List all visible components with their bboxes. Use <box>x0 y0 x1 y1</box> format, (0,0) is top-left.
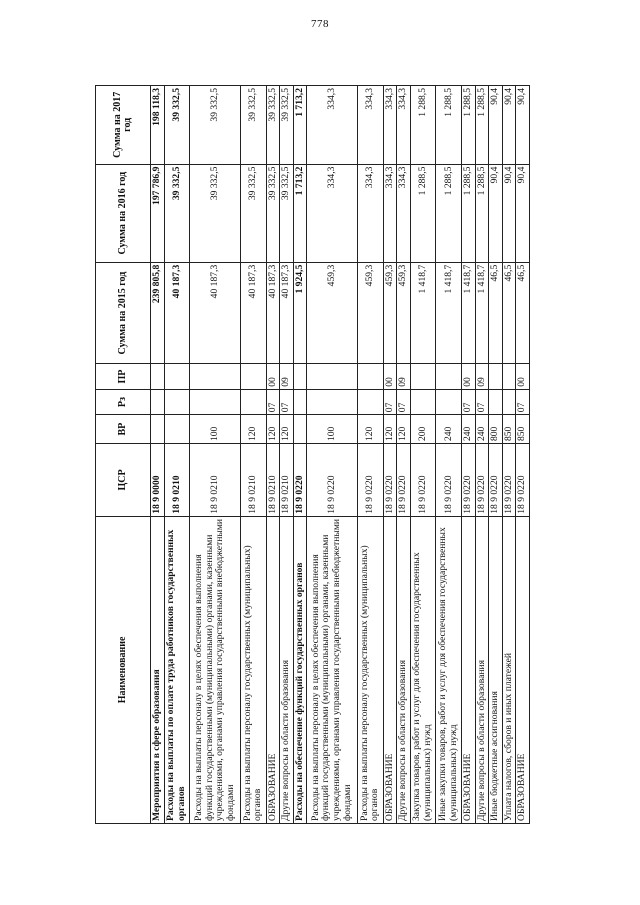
row-csr: 18 9 0220 <box>475 444 489 517</box>
row-rz: 07 <box>462 389 476 414</box>
page-number: 778 <box>311 18 329 30</box>
header-name: Наименование <box>96 516 151 823</box>
row-sum-2015: 40 187,3 <box>266 262 280 364</box>
row-sum-2016: 334,3 <box>307 164 358 262</box>
row-name: Иные закупки товаров, работ и услуг для обеспечения государственных (муниципальных) нужд <box>436 516 462 823</box>
header-vr: ВР <box>96 415 151 444</box>
row-name: Расходы на выплаты по оплате труда работников государственных органов <box>164 516 190 823</box>
row-sum-2017: 198 118,3 <box>151 86 165 165</box>
row-name: ОБРАЗОВАНИЕ <box>462 516 476 823</box>
row-sum-2016: 39 332,5 <box>266 164 280 262</box>
row-vr: 100 <box>307 415 358 444</box>
row-vr: 240 <box>436 415 462 444</box>
row-pr <box>190 364 241 389</box>
row-vr: 240 <box>475 415 489 444</box>
row-pr <box>489 364 503 389</box>
row-sum-2017: 39 332,5 <box>280 86 294 165</box>
row-rz <box>307 389 358 414</box>
row-name: ОБРАЗОВАНИЕ <box>383 516 397 823</box>
table-row <box>240 86 266 824</box>
row-name: Расходы на выплаты персоналу в целях обеспечения выполнения функций государственными (муниципальными) органами, казенными учреждениями, органами управления государственными внебюджетными фондами <box>190 516 241 823</box>
table-row <box>489 86 503 824</box>
table-row <box>151 86 165 824</box>
row-csr: 18 9 0220 <box>489 444 503 517</box>
row-csr: 18 9 0210 <box>240 444 266 517</box>
row-vr: 850 <box>502 415 516 444</box>
row-rz: 07 <box>475 389 489 414</box>
row-sum-2016: 197 786,9 <box>151 164 165 262</box>
row-sum-2016: 1 288,5 <box>410 164 436 262</box>
row-sum-2017: 334,3 <box>383 86 397 165</box>
row-name: Расходы на выплаты персоналу государственных (муниципальных) органов <box>357 516 383 823</box>
row-sum-2016: 1 288,5 <box>475 164 489 262</box>
row-sum-2015: 239 805,8 <box>151 262 165 364</box>
row-name: Уплата налогов, сборов и иных платежей <box>502 516 516 823</box>
table-row <box>516 86 530 824</box>
row-pr: 00 <box>266 364 280 389</box>
table-row <box>357 86 383 824</box>
row-sum-2015: 46,5 <box>502 262 516 364</box>
row-rz <box>357 389 383 414</box>
row-pr <box>307 364 358 389</box>
header-rz: Рз <box>96 389 151 414</box>
row-rz: 07 <box>280 389 294 414</box>
row-csr: 18 9 0220 <box>357 444 383 517</box>
row-csr: 18 9 0210 <box>280 444 294 517</box>
row-pr: 09 <box>280 364 294 389</box>
row-pr <box>151 364 165 389</box>
row-name: Мероприятия в сфере образования <box>151 516 165 823</box>
row-pr <box>240 364 266 389</box>
row-sum-2015: 1 418,7 <box>410 262 436 364</box>
budget-table-rotated <box>95 85 530 824</box>
header-sum-2015: Сумма на 2015 год <box>96 262 151 364</box>
row-sum-2016: 90,4 <box>516 164 530 262</box>
row-pr: 09 <box>475 364 489 389</box>
row-sum-2017: 1 713,2 <box>293 86 307 165</box>
row-pr <box>164 364 190 389</box>
header-csr: ЦСР <box>96 444 151 517</box>
table-header-row <box>96 86 151 824</box>
row-sum-2017: 334,3 <box>307 86 358 165</box>
row-sum-2017: 90,4 <box>489 86 503 165</box>
row-csr: 18 9 0220 <box>410 444 436 517</box>
row-sum-2017: 90,4 <box>502 86 516 165</box>
row-vr <box>151 415 165 444</box>
row-sum-2017: 1 288,5 <box>410 86 436 165</box>
row-rz <box>410 389 436 414</box>
row-vr: 120 <box>397 415 411 444</box>
row-sum-2015: 40 187,3 <box>190 262 241 364</box>
row-vr <box>164 415 190 444</box>
row-csr: 18 9 0000 <box>151 444 165 517</box>
row-sum-2015: 459,3 <box>383 262 397 364</box>
row-pr <box>293 364 307 389</box>
table-row <box>190 86 241 824</box>
row-sum-2016: 39 332,5 <box>190 164 241 262</box>
row-sum-2016: 334,3 <box>357 164 383 262</box>
row-name: Другие вопросы в области образования <box>475 516 489 823</box>
row-name: Другие вопросы в области образования <box>397 516 411 823</box>
row-sum-2015: 46,5 <box>516 262 530 364</box>
row-pr: 00 <box>516 364 530 389</box>
row-sum-2017: 1 288,5 <box>475 86 489 165</box>
budget-table <box>95 85 530 824</box>
row-vr: 200 <box>410 415 436 444</box>
row-sum-2016: 39 332,5 <box>280 164 294 262</box>
table-row <box>502 86 516 824</box>
row-sum-2016: 90,4 <box>489 164 503 262</box>
row-sum-2017: 90,4 <box>516 86 530 165</box>
header-sum-2017: Сумма на 2017 год <box>96 86 151 165</box>
row-csr: 18 9 0220 <box>436 444 462 517</box>
row-rz <box>240 389 266 414</box>
row-sum-2016: 1 713,2 <box>293 164 307 262</box>
row-csr: 18 9 0220 <box>383 444 397 517</box>
row-sum-2015: 1 418,7 <box>436 262 462 364</box>
row-vr: 120 <box>266 415 280 444</box>
table-row <box>397 86 411 824</box>
row-csr: 18 9 0220 <box>462 444 476 517</box>
table-row <box>383 86 397 824</box>
row-vr: 120 <box>280 415 294 444</box>
row-sum-2016: 1 288,5 <box>436 164 462 262</box>
row-sum-2017: 39 332,5 <box>164 86 190 165</box>
row-rz: 07 <box>516 389 530 414</box>
row-vr: 120 <box>383 415 397 444</box>
row-vr: 850 <box>516 415 530 444</box>
row-pr <box>502 364 516 389</box>
row-vr <box>293 415 307 444</box>
row-rz: 07 <box>397 389 411 414</box>
row-vr: 100 <box>190 415 241 444</box>
table-row <box>475 86 489 824</box>
row-sum-2015: 1 418,7 <box>462 262 476 364</box>
row-rz: 07 <box>266 389 280 414</box>
row-sum-2016: 334,3 <box>383 164 397 262</box>
row-sum-2016: 39 332,5 <box>164 164 190 262</box>
row-csr: 18 9 0210 <box>190 444 241 517</box>
row-name: Расходы на обеспечение функций государственных органов <box>293 516 307 823</box>
row-pr <box>410 364 436 389</box>
row-csr: 18 9 0210 <box>266 444 280 517</box>
row-rz <box>436 389 462 414</box>
row-sum-2015: 459,3 <box>307 262 358 364</box>
row-sum-2015: 40 187,3 <box>164 262 190 364</box>
row-name: ОБРАЗОВАНИЕ <box>266 516 280 823</box>
row-sum-2015: 459,3 <box>357 262 383 364</box>
table-row <box>266 86 280 824</box>
row-sum-2016: 334,3 <box>397 164 411 262</box>
row-sum-2016: 90,4 <box>502 164 516 262</box>
row-csr: 18 9 0220 <box>502 444 516 517</box>
row-sum-2015: 1 924,5 <box>293 262 307 364</box>
table-row <box>293 86 307 824</box>
row-csr: 18 9 0210 <box>164 444 190 517</box>
header-sum-2016: Сумма на 2016 год <box>96 164 151 262</box>
row-csr: 18 9 0220 <box>293 444 307 517</box>
row-name: Другие вопросы в области образования <box>280 516 294 823</box>
table-row <box>164 86 190 824</box>
row-vr: 120 <box>357 415 383 444</box>
header-pr: ПР <box>96 364 151 389</box>
row-sum-2016: 1 288,5 <box>462 164 476 262</box>
row-rz <box>489 389 503 414</box>
row-name: Закупка товаров, работ и услуг для обеспечения государственных (муниципальных) нужд <box>410 516 436 823</box>
row-csr: 18 9 0220 <box>516 444 530 517</box>
row-sum-2015: 1 418,7 <box>475 262 489 364</box>
row-rz <box>502 389 516 414</box>
row-sum-2017: 39 332,5 <box>240 86 266 165</box>
row-csr: 18 9 0220 <box>307 444 358 517</box>
table-body <box>151 86 530 824</box>
row-rz <box>164 389 190 414</box>
row-pr: 09 <box>397 364 411 389</box>
row-rz: 07 <box>383 389 397 414</box>
row-rz <box>151 389 165 414</box>
row-sum-2017: 1 288,5 <box>436 86 462 165</box>
row-name: Иные бюджетные ассигнования <box>489 516 503 823</box>
row-sum-2017: 334,3 <box>357 86 383 165</box>
row-pr <box>357 364 383 389</box>
row-vr: 800 <box>489 415 503 444</box>
table-row <box>307 86 358 824</box>
table-row <box>462 86 476 824</box>
table-row <box>280 86 294 824</box>
row-rz <box>190 389 241 414</box>
row-vr: 120 <box>240 415 266 444</box>
row-csr: 18 9 0220 <box>397 444 411 517</box>
row-pr: 00 <box>462 364 476 389</box>
table-row <box>410 86 436 824</box>
row-sum-2015: 40 187,3 <box>240 262 266 364</box>
row-name: ОБРАЗОВАНИЕ <box>516 516 530 823</box>
row-sum-2017: 39 332,5 <box>266 86 280 165</box>
row-sum-2015: 40 187,3 <box>280 262 294 364</box>
row-pr <box>436 364 462 389</box>
table-row <box>436 86 462 824</box>
row-vr: 240 <box>462 415 476 444</box>
row-sum-2015: 459,3 <box>397 262 411 364</box>
row-rz <box>293 389 307 414</box>
row-sum-2015: 46,5 <box>489 262 503 364</box>
row-name: Расходы на выплаты персоналу государственных (муниципальных) органов <box>240 516 266 823</box>
row-sum-2017: 1 288,5 <box>462 86 476 165</box>
row-sum-2016: 39 332,5 <box>240 164 266 262</box>
row-name: Расходы на выплаты персоналу в целях обеспечения выполнения функций государственными (муниципальными) органами, казенными учреждениями, органами управления государственными внебюджетными фондами <box>307 516 358 823</box>
row-sum-2017: 334,3 <box>397 86 411 165</box>
row-sum-2017: 39 332,5 <box>190 86 241 165</box>
row-pr: 00 <box>383 364 397 389</box>
